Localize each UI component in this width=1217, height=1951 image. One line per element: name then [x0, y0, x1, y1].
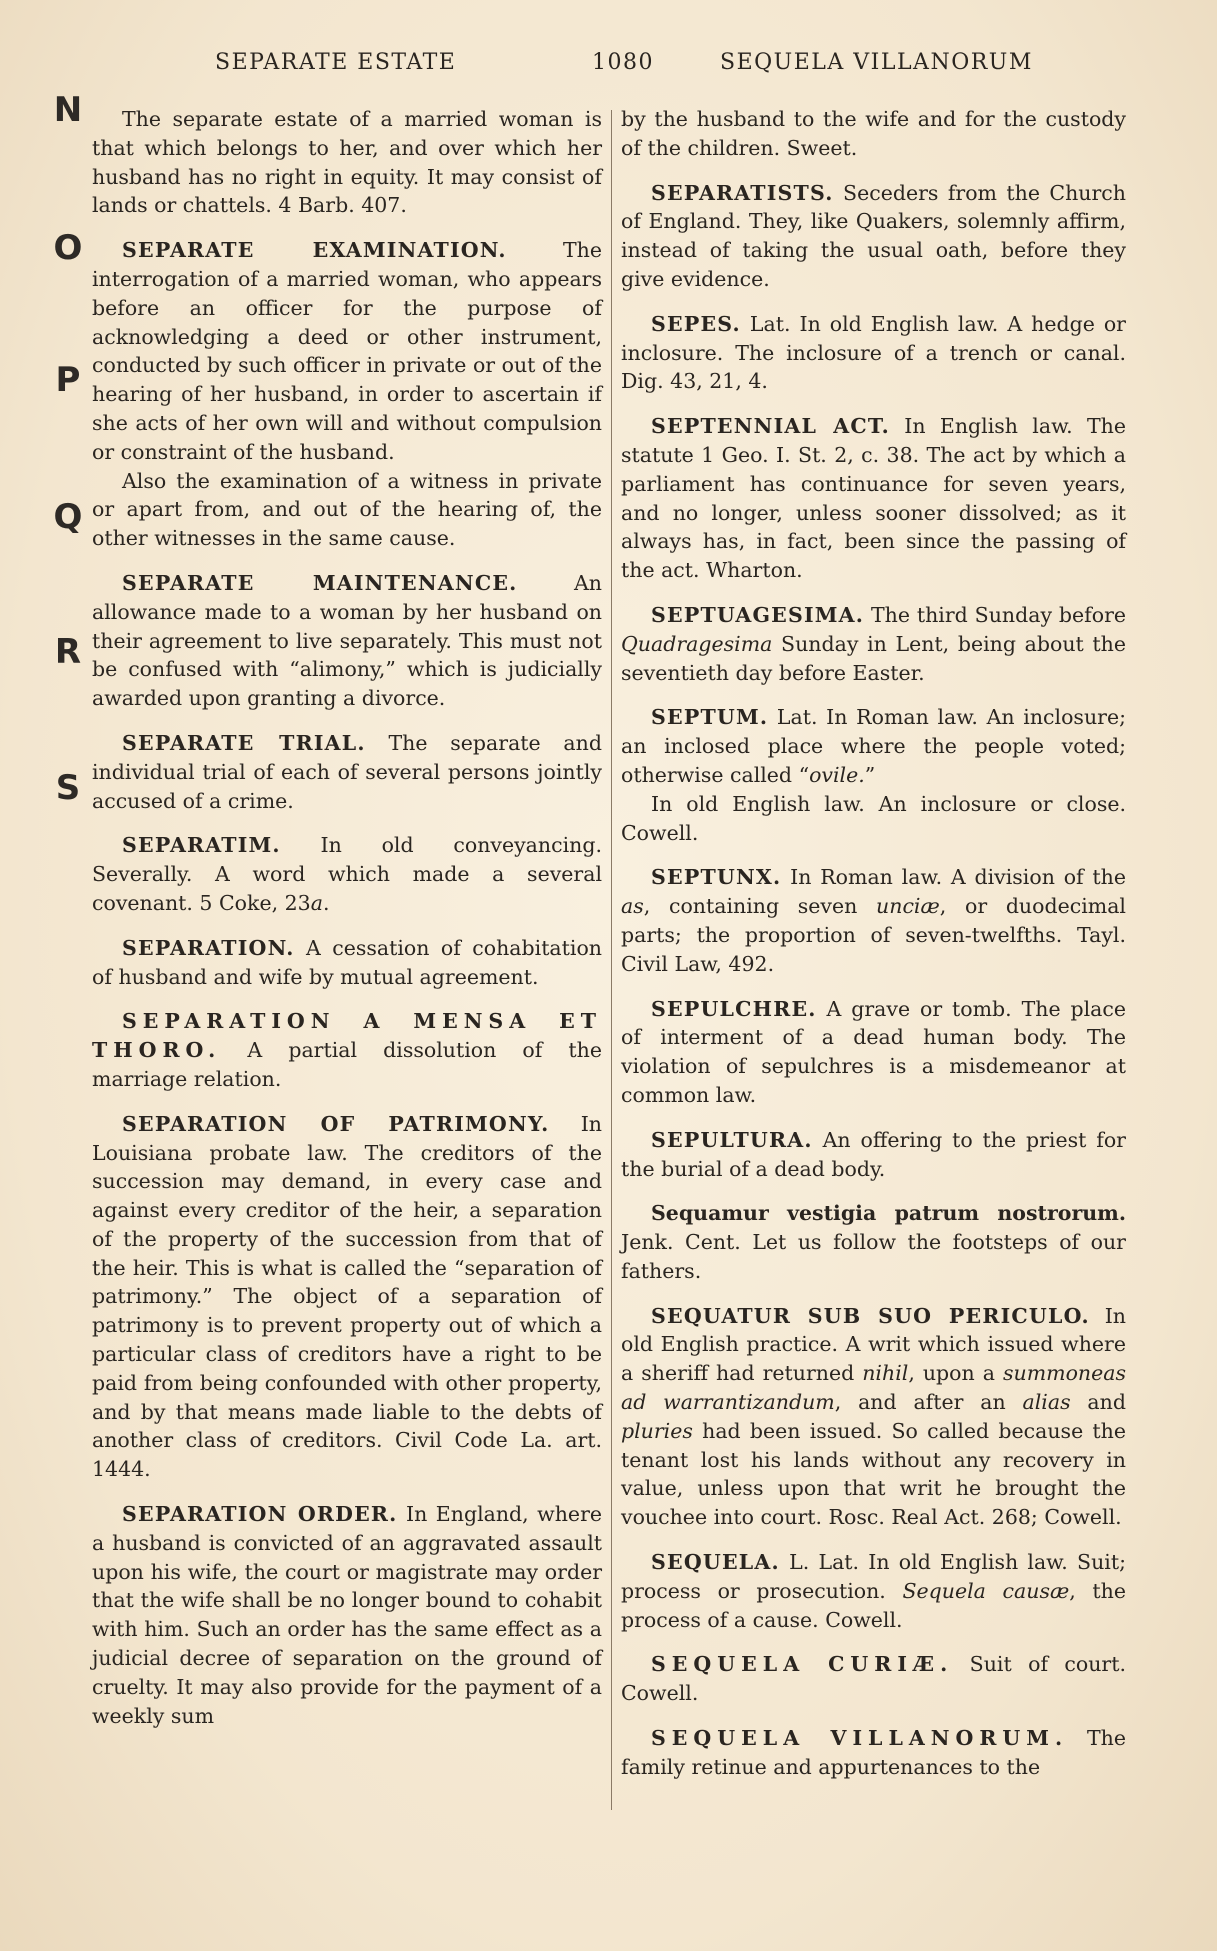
entry-text: A grave or tomb. The place of interment of a dead human body. The violation of sepulchres is a misdemeanor at common law. [621, 996, 1126, 1107]
entry-headword: SEPULTURA. [651, 1127, 813, 1152]
entry-separation-order-continued [621, 105, 1126, 163]
entry-separate-maintenance [92, 569, 602, 713]
entry-sequela-curiae [621, 1650, 1126, 1708]
entry-separation-order [92, 1500, 602, 1730]
entry-separate-estate-continued [92, 105, 602, 220]
header-right-guideword: SEQUELA VILLANORUM [720, 50, 1033, 75]
entry-text: had been issued. So called because the tenant lost his lands without any recovery in value, unless upon that writ he brought the vouchee into court. Rosc. Real Act. 268; Cowell. [621, 1418, 1126, 1530]
entry-text: The separate estate of a married woman is that which belongs to her, and over which her husband has no right in equity. It may consist of lands or chattels. 4 Barb. 407. [92, 107, 602, 218]
thumb-tab-r[interactable]: R [54, 632, 82, 672]
entry-sequatur-sub-suo-periculo [621, 1302, 1126, 1532]
entry-italic: unciæ [876, 894, 940, 919]
entry-text: In English law. The statute 1 Geo. I. St. 2, c. 38. The act by which a parliament has continuance for seven years, and no longer, unless sooner dissolved; as it always has, in fact, been since the passing of the act. Wharton. [621, 414, 1126, 583]
entry-italic: Quadragesima [621, 631, 773, 656]
entry-text: A partial dissolution of the marriage relation. [92, 1038, 602, 1091]
entry-headword: SEPARATISTS. [651, 180, 834, 205]
entry-separation-a-mensa [92, 1007, 602, 1093]
entry-italic: as [621, 894, 644, 919]
entry-sepulchre [621, 995, 1126, 1110]
entry-separation [92, 934, 602, 992]
entry-septennial-act [621, 412, 1126, 585]
entry-separation-of-patrimony [92, 1110, 602, 1484]
left-column [92, 105, 602, 1746]
entry-headword: SEPTUNX. [651, 865, 782, 890]
thumb-tab-n[interactable]: N [53, 90, 83, 130]
column-divider [611, 110, 612, 1810]
header-left-guideword: SEPARATE ESTATE [215, 50, 457, 75]
entry-headword: SEPTENNIAL ACT. [651, 414, 890, 439]
entry-headword: SEPARATE EXAMINATION. [122, 238, 507, 263]
entry-separate-examination [92, 236, 602, 553]
entry-sequamur [621, 1199, 1126, 1285]
entry-headword: SEQUATUR SUB SUO PERICULO. [651, 1303, 1090, 1328]
entry-septuagesima [621, 601, 1126, 687]
entry-headword: SEQUELA. [651, 1550, 780, 1575]
entry-separatim [92, 831, 602, 917]
entry-sepes [621, 310, 1126, 396]
entry-headword: SEPARATIM. [122, 833, 281, 858]
entry-text: ” [864, 762, 876, 787]
entry-text: by the husband to the wife and for the custody of the children. Sweet. [621, 107, 1126, 160]
entry-headword: SEPARATE TRIAL. [122, 730, 366, 755]
entry-text: , the process of a cause. Cowell. [621, 1578, 1126, 1632]
entry-separatists [621, 179, 1126, 294]
thumb-tab-p[interactable]: P [55, 360, 81, 400]
entry-text: Lat. In Roman law. An inclosure; an inclosed place where the people voted; otherwise called “ [621, 705, 1126, 787]
entry-text: The interrogation of a married woman, who appears before an officer for the purpose of acknowledging a deed or other instrument, conducted by such officer in private or out of the hearing of her husband, in order to ascertain if she acts of her own will and without compulsion or constraint of the husband. [92, 238, 602, 464]
entry-italic: a [310, 890, 323, 915]
entry-headword: SEPULCHRE. [651, 996, 817, 1021]
entry-text: , or duodecimal parts; the proportion of seven-twelfths. Tayl. Civil Law, 492. [621, 894, 1126, 976]
entry-italic: pluries [621, 1418, 693, 1443]
entry-text: Sunday in Lent, being about the seventieth day before Easter. [621, 631, 1126, 685]
thumb-tab-q[interactable]: Q [53, 497, 83, 537]
entry-text: , and after an [834, 1390, 1023, 1415]
entry-text-end: . [322, 890, 330, 915]
entry-text: In old English practice. A writ which issued where a sheriff had returned [621, 1303, 1126, 1386]
entry-maxim: Sequamur vestigia patrum nostrorum. [651, 1201, 1126, 1226]
entry-italic: Sequela causæ [902, 1578, 1070, 1603]
entry-septunx [621, 863, 1126, 978]
entry-subparagraph: In old English law. An inclosure or close. Cowell. [621, 791, 1126, 845]
entry-subparagraph: Also the examination of a witness in private or apart from, and out of the hearing of, the other witnesses in the same cause. [92, 468, 602, 551]
entry-text: and [1070, 1390, 1126, 1415]
entry-text: In England, where a husband is convicted of an aggravated assault upon his wife, the court or magistrate may order that the wife shall be no longer bound to cohabit with him. Such an order has the same effect as a judicial decree of separation on the ground of cruelty. It may also provide for the payment of a weekly sum [92, 1502, 602, 1728]
entry-text: Lat. In old English law. A hedge or inclosure. The inclosure of a trench or canal. Dig. 43, 21, 4. [621, 311, 1126, 394]
entry-text: Jenk. Cent. Let us follow the footsteps of our fathers. [621, 1230, 1126, 1283]
entry-text: The family retinue and appurtenances to the [621, 1726, 1126, 1779]
entry-text: Suit of court. Cowell. [621, 1652, 1126, 1706]
entry-text: Seceders from the Church of England. They, like Quakers, solemnly affirm, instead of taking the usual oath, before they give evidence. [621, 180, 1126, 291]
entry-text: , upon a [908, 1361, 1003, 1386]
thumb-tab-o[interactable]: O [53, 228, 83, 268]
entry-headword: SEPARATION OF PATRIMONY. [122, 1111, 550, 1136]
entry-headword: SEPARATION. [122, 935, 295, 960]
entry-headword: SEQUELA CURIÆ. [651, 1652, 954, 1677]
entry-text: , containing seven [643, 894, 877, 919]
entry-text: The third Sunday before [871, 602, 1126, 627]
entry-text: The separate and individual trial of each of several persons jointly accused of a crime. [92, 730, 602, 813]
entry-headword: SEQUELA VILLANORUM. [651, 1726, 1069, 1751]
entry-headword: SEPARATION ORDER. [122, 1502, 398, 1527]
entry-italic: ovile. [809, 762, 865, 787]
entry-text: An offering to the priest for the burial of a dead body. [621, 1127, 1126, 1181]
entry-text: In Louisiana probate law. The creditors of the succession may demand, in every case and against every creditor of the heir, a separation of the property of the succession from that of the heir. This is what is called the “separation of patrimony.” The object of a separation of patrimony is to prevent property out of which a particular class of creditors have a right to be paid from being confounded with other property, and by that means made liable to the debts of another class of creditors. Civil Code La. art. 1444. [92, 1111, 602, 1482]
entry-italic: summoneas ad warrantizandum [621, 1361, 1126, 1415]
entry-text: In Roman law. A division of the [790, 865, 1126, 890]
entry-text: L. Lat. In old English law. Suit; process or prosecution. [621, 1550, 1126, 1603]
entry-sepultura [621, 1126, 1126, 1184]
thumb-tab-s[interactable]: S [55, 768, 81, 808]
entry-italic: alias [1022, 1390, 1071, 1415]
right-column [621, 105, 1126, 1798]
entry-headword: SEPES. [651, 311, 741, 336]
entry-text: In old conveyancing. Severally. A word which made a several covenant. 5 Coke, 23 [92, 833, 602, 915]
entry-headword: SEPARATION A MENSA ET THORO. [92, 1009, 602, 1063]
entry-sequela-villanorum [621, 1724, 1126, 1782]
entry-headword: SEPARATE MAINTENANCE. [122, 570, 518, 595]
entry-separate-trial [92, 729, 602, 815]
entry-text: A cessation of cohabitation of husband and wife by mutual agreement. [92, 935, 602, 989]
entry-headword: SEPTUM. [651, 705, 769, 730]
running-header [215, 50, 1055, 82]
entry-headword: SEPTUAGESIMA. [651, 602, 865, 627]
entry-italic: nihil [862, 1361, 909, 1386]
entry-text: An allowance made to a woman by her husband on their agreement to live separately. This must not be confused with “alimony,” which is judicially awarded upon granting a divorce. [92, 570, 602, 711]
entry-septum [621, 703, 1126, 847]
page-number: 1080 [592, 50, 654, 75]
entry-sequela [621, 1548, 1126, 1634]
